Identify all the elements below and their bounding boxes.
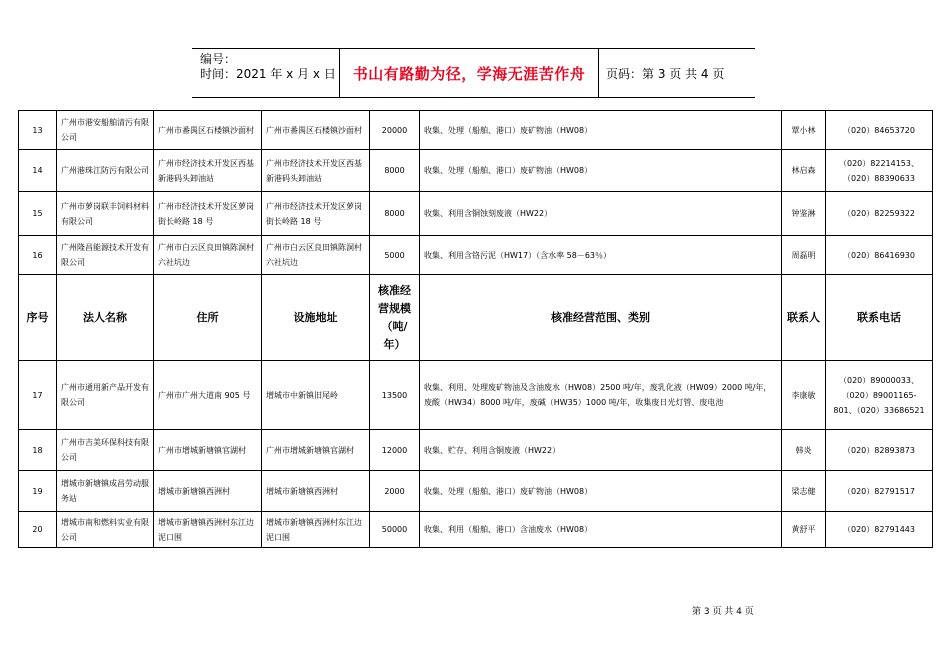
header-scope: 核准经营范围、类别 (420, 275, 782, 361)
cell-contact: 林启森 (782, 150, 826, 192)
cell-scale: 20000 (370, 111, 420, 150)
cell-no: 15 (19, 192, 57, 236)
document-number-label: 编号： (200, 52, 237, 66)
cell-address: 广州市番禺区石楼镇沙面村 (154, 111, 262, 150)
cell-name: 广州市通用新产品开发有限公司 (57, 361, 154, 430)
table-row (19, 192, 933, 236)
table-row (19, 111, 933, 150)
cell-name: 广州市萝岗联丰饲料材料有限公司 (57, 192, 154, 236)
table-row (19, 150, 933, 192)
cell-scale: 12000 (370, 430, 420, 471)
header-scale (370, 275, 420, 361)
cell-phone: （020）82259322 (826, 192, 933, 236)
cell-scale: 50000 (370, 512, 420, 548)
cell-site: 增城市中新镇旧尾岭 (262, 361, 370, 430)
cell-phone: （020）86416930 (826, 236, 933, 275)
document-time-label: 时间：2021 年 x 月 x 日 (200, 67, 336, 81)
cell-site: 增城市新塘镇西洲村 (262, 471, 370, 512)
cell-no: 16 (19, 236, 57, 275)
cell-address: 广州市白云区良田镇陈洞村六社坑边 (154, 236, 262, 275)
table-row (19, 430, 933, 471)
table-row (19, 361, 933, 430)
cell-name: 广州市港安船舶清污有限公司 (57, 111, 154, 150)
table-row (19, 236, 933, 275)
cell-contact: 钟鉴淋 (782, 192, 826, 236)
cell-site: 广州市经济技术开发区萝岗街长岭路 18 号 (262, 192, 370, 236)
cell-scope: 收集、处理（船舶、港口）废矿物油（HW08） (420, 471, 782, 512)
cell-scope: 收集、贮存、利用含铜废液（HW22） (420, 430, 782, 471)
cell-contact: 李康敏 (782, 361, 826, 430)
cell-contact: 梁志健 (782, 471, 826, 512)
header-page-label: 页码：第 3 页 共 4 页 (606, 67, 725, 81)
header-motto: 书山有路勤为径，学海无涯苦作舟 (339, 49, 599, 97)
header-name: 法人名称 (57, 275, 154, 361)
cell-scope: 收集、利用含铬污泥（HW17）（含水率 58－63％） (420, 236, 782, 275)
header-no: 序号 (19, 275, 57, 361)
page-header (192, 48, 755, 98)
cell-scope: 收集、利用含铜蚀刻废液（HW22） (420, 192, 782, 236)
cell-contact: 黄舒平 (782, 512, 826, 548)
cell-site: 广州市经济技术开发区西基新港码头卸油站 (262, 150, 370, 192)
cell-contact: 韩炎 (782, 430, 826, 471)
cell-scope: 收集、处理（船舶、港口）废矿物油（HW08） (420, 111, 782, 150)
cell-phone: （020）82893873 (826, 430, 933, 471)
cell-address: 广州市增城新塘镇官湖村 (154, 430, 262, 471)
header-contact: 联系人 (782, 275, 826, 361)
cell-name: 广州港珠江防污有限公司 (57, 150, 154, 192)
table-row (19, 471, 933, 512)
page-footer: 第 3 页 共 4 页 (692, 607, 754, 617)
header-phone: 联系电话 (826, 275, 933, 361)
cell-no: 18 (19, 430, 57, 471)
cell-name: 广州隆昌能源技术开发有限公司 (57, 236, 154, 275)
cell-scale: 8000 (370, 150, 420, 192)
cell-site: 广州市白云区良田镇陈洞村六社坑边 (262, 236, 370, 275)
cell-address: 增城市新塘镇西洲村东江边泥口围 (154, 512, 262, 548)
header-scale-line2: （吨/年） (381, 319, 408, 351)
table-header-row (19, 275, 933, 361)
cell-no: 19 (19, 471, 57, 512)
cell-phone: （020）89000033、（020）89001165-801、（020）33686521 (826, 361, 933, 430)
cell-contact: 周磊明 (782, 236, 826, 275)
cell-address: 广州市经济技术开发区西基新港码头卸油站 (154, 150, 262, 192)
header-site: 设施地址 (262, 275, 370, 361)
cell-name: 广州市吉美环保科技有限公司 (57, 430, 154, 471)
cell-name: 增城市南和燃料实业有限公司 (57, 512, 154, 548)
cell-site: 广州市番禺区石楼镇沙面村 (262, 111, 370, 150)
header-address: 住所 (154, 275, 262, 361)
cell-no: 17 (19, 361, 57, 430)
header-scale-line1: 核准经营规模 (378, 283, 411, 315)
cell-no: 14 (19, 150, 57, 192)
cell-scale: 5000 (370, 236, 420, 275)
facility-table (18, 110, 933, 548)
cell-phone: （020）82214153、（020）88390633 (826, 150, 933, 192)
cell-scale: 13500 (370, 361, 420, 430)
cell-contact: 覃小林 (782, 111, 826, 150)
cell-no: 13 (19, 111, 57, 150)
cell-phone: （020）82791443 (826, 512, 933, 548)
cell-address: 广州市经济技术开发区萝岗街长岭路 18 号 (154, 192, 262, 236)
header-left (200, 52, 336, 82)
cell-scale: 8000 (370, 192, 420, 236)
cell-scale: 2000 (370, 471, 420, 512)
cell-name: 增城市新塘镇成昌劳动服务站 (57, 471, 154, 512)
cell-address: 广州市广州大道南 905 号 (154, 361, 262, 430)
cell-address: 增城市新塘镇西洲村 (154, 471, 262, 512)
cell-no: 20 (19, 512, 57, 548)
cell-scope: 收集、处理（船舶、港口）废矿物油（HW08） (420, 150, 782, 192)
cell-scope: 收集、利用、处理废矿物油及含油废水（HW08）2500 吨/年，废乳化液（HW09）2000 吨/年，废酸（HW34）8000 吨/年，废碱（HW35）1000 吨/年，收集废日光灯管、废电池 (420, 361, 782, 430)
cell-phone: （020）82791517 (826, 471, 933, 512)
cell-site: 增城市新塘镇西洲村东江边泥口围 (262, 512, 370, 548)
table-row (19, 512, 933, 548)
cell-scope: 收集、利用（船舶、港口）含油废水（HW08） (420, 512, 782, 548)
cell-phone: （020）84653720 (826, 111, 933, 150)
cell-site: 广州市增城新塘镇官湖村 (262, 430, 370, 471)
